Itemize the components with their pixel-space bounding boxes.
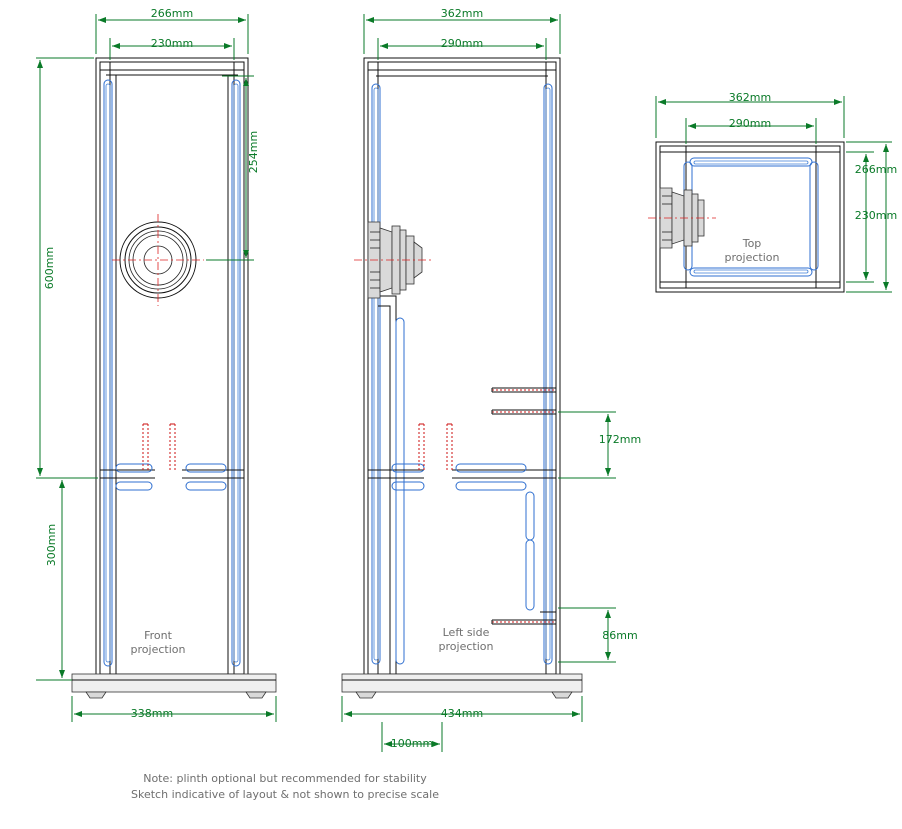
dim-front-600: 600mm [43, 246, 56, 290]
dim-side-434: 434mm [440, 707, 484, 720]
dim-front-230: 230mm [150, 37, 194, 50]
dim-side-86: 86mm [602, 629, 638, 642]
dim-front-300: 300mm [45, 523, 58, 567]
dim-top-362: 362mm [728, 91, 772, 104]
dim-top-230: 230mm [854, 209, 898, 222]
front-view [36, 7, 276, 722]
note-line-1: Note: plinth optional but recommended for stability [143, 772, 427, 785]
side-view-label-line2: projection [438, 640, 494, 653]
front-view-label-line2: projection [130, 643, 186, 656]
top-view-label-line2: projection [724, 251, 780, 264]
dim-side-172: 172mm [598, 433, 642, 446]
note-line-2: Sketch indicative of layout & not shown to precise scale [131, 788, 439, 801]
dim-front-338: 338mm [130, 707, 174, 720]
dim-side-290: 290mm [440, 37, 484, 50]
dim-top-290: 290mm [728, 117, 772, 130]
dim-front-254: 254mm [247, 130, 260, 174]
dim-front-266: 266mm [150, 7, 194, 20]
front-view-label-line1: Front [144, 629, 172, 642]
side-view-label-line1: Left side [442, 626, 490, 639]
top-view-label-line1: Top [742, 237, 762, 250]
top-view [648, 91, 897, 292]
dim-side-100: 100mm [390, 737, 434, 750]
dim-side-362: 362mm [440, 7, 484, 20]
left-side-view [342, 7, 641, 752]
dim-top-266: 266mm [854, 163, 898, 176]
